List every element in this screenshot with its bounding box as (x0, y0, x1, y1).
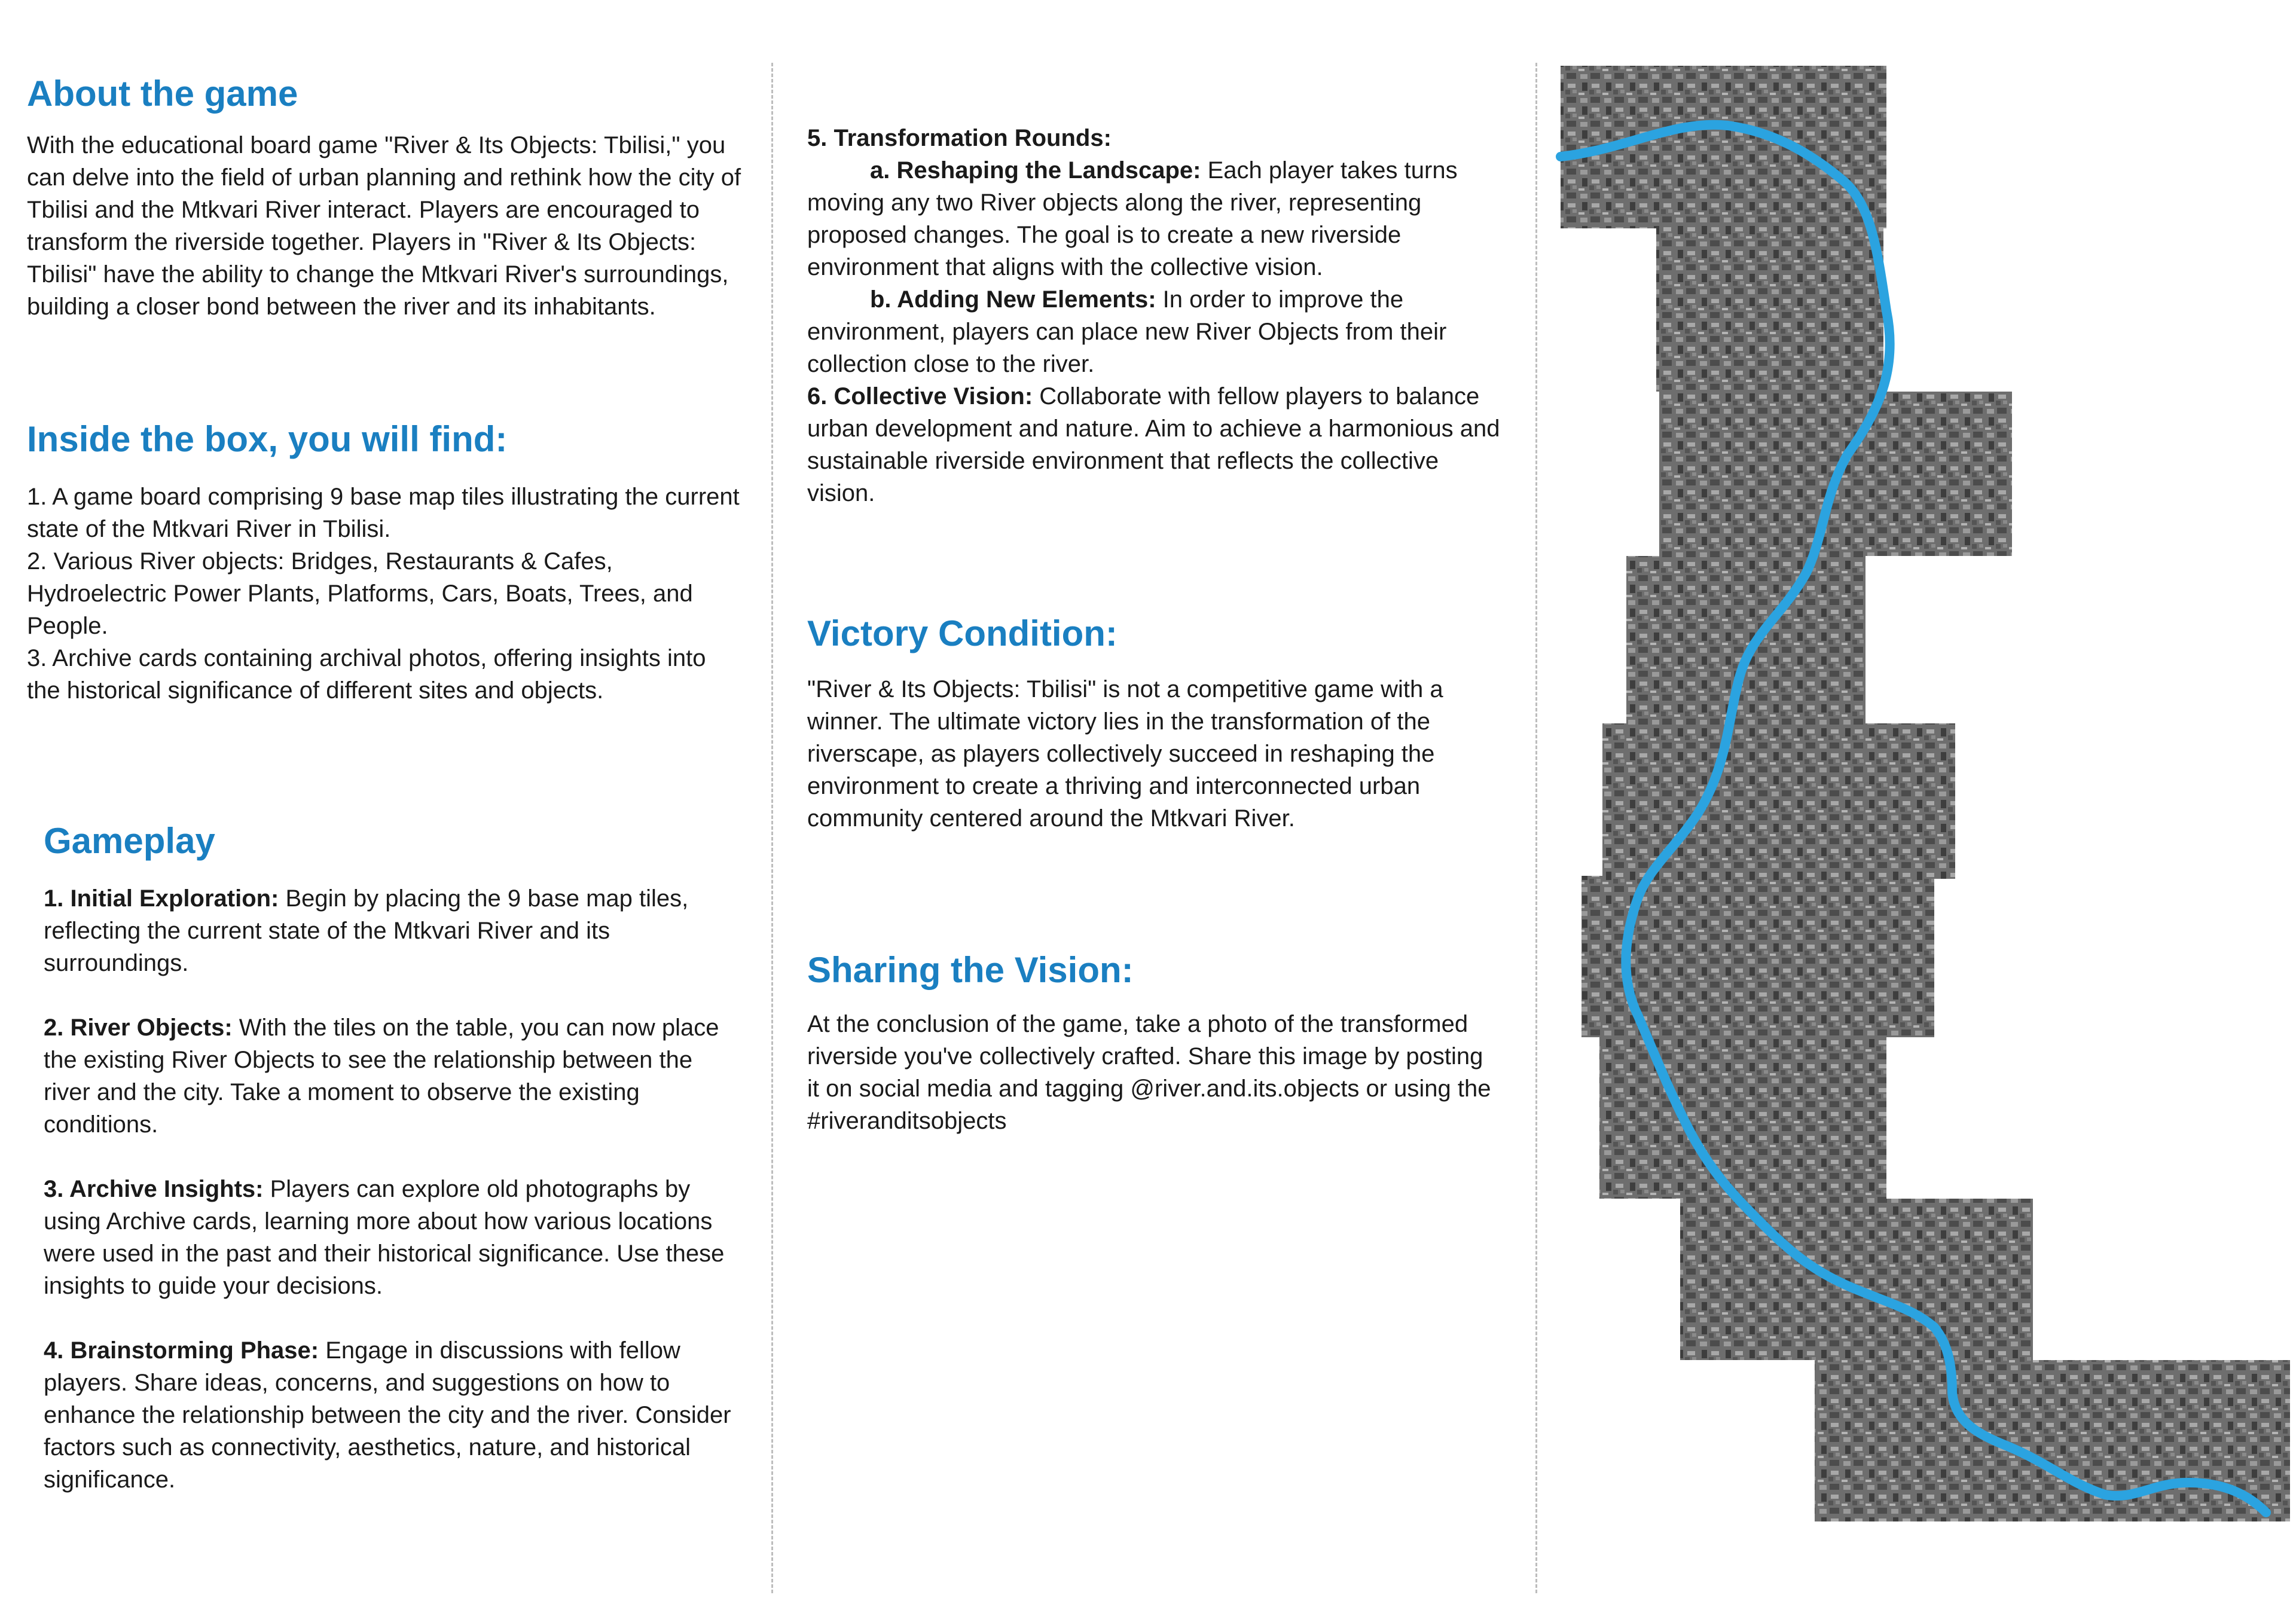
sharing-title: Sharing the Vision: (807, 950, 1134, 990)
about-title: About the game (27, 74, 298, 114)
step-3-label: 3. Archive Insights: (44, 1176, 264, 1202)
about-body (27, 129, 744, 323)
round-six-text: Collaborate with fellow players to balance urban development and nature. Aim to achieve a harmonious and sustainable riverside environment that reflects the collective vision. (807, 383, 1500, 506)
river-map (1555, 0, 2296, 1598)
round-b-text: In order to improve the environment, players can place new River Objects from their collection close to the river. (807, 286, 1447, 377)
step-4-text: Engage in discussions with fellow players. Share ideas, concerns, and suggestions on how to enhance the relationship between the city and the river. Consider factors such as connectivity, aesthetics, nature, and historical significance. (44, 1337, 731, 1493)
round-a (807, 154, 1501, 283)
inside-item-1: 1. A game board comprising 9 base map tiles illustrating the current state of the Mtkvari River in Tbilisi. (27, 484, 740, 542)
gameplay-steps (44, 882, 744, 1496)
step-2-label: 2. River Objects: (44, 1015, 233, 1041)
victory-text: "River & Its Objects: Tbilisi" is not a competitive game with a winner. The ultimate victory lies in the transformation of the riverscape, as players collectively succeed in reshaping the environment to create a thriving and interconnected urban community centered around the Mtkvari River. (807, 676, 1443, 832)
round-six-label: 6. Collective Vision: (807, 383, 1033, 410)
column-divider-2 (1535, 63, 1537, 1593)
round-a-label: a. Reshaping the Landscape: (870, 157, 1201, 184)
inside-item-2: 2. Various River objects: Bridges, Restaurants & Cafes, Hydroelectric Power Plants, Platforms, Cars, Boats, Trees, and People. (27, 548, 693, 639)
round-six (807, 380, 1501, 509)
column-divider-1 (771, 63, 773, 1593)
round-a-text: Each player takes turns moving any two River objects along the river, representing proposed changes. The goal is to create a new riverside environment that aligns with the collective vision. (807, 157, 1458, 280)
step-1-text: Begin by placing the 9 base map tiles, reflecting the current state of the Mtkvari River and its surroundings. (44, 885, 689, 976)
victory-body (807, 673, 1501, 835)
step-1-label: 1. Initial Exploration: (44, 885, 279, 912)
inside-item-3: 3. Archive cards containing archival photos, offering insights into the historical significance of different sites and objects. (27, 645, 706, 704)
gameplay-step-4 (44, 1334, 744, 1496)
gameplay-step-2 (44, 1012, 744, 1141)
rounds-block (807, 122, 1501, 509)
gameplay-step-1 (44, 882, 744, 979)
victory-title: Victory Condition: (807, 613, 1118, 653)
gameplay-title: Gameplay (44, 821, 215, 861)
rounds-title (807, 122, 1501, 154)
sharing-body (807, 1008, 1501, 1137)
satellite-map-image (1555, 0, 2296, 1598)
map-tiles (1561, 66, 2290, 1521)
inside-list (27, 481, 744, 707)
round-b-label: b. Adding New Elements: (870, 286, 1156, 313)
inside-title: Inside the box, you will find: (27, 419, 508, 459)
step-4-label: 4. Brainstorming Phase: (44, 1337, 319, 1364)
about-text: With the educational board game "River & Its Objects: Tbilisi," you can delve into the field of urban planning and rethink how the city of Tbilisi and the Mtkvari River interact. Players are encouraged to transform the riverside together. Players in "River & Its Objects: Tbilisi" have the ability to change the Mtkvari River's surroundings, building a closer bond between the river and its inhabitants. (27, 132, 741, 320)
round-b (807, 283, 1501, 380)
step-3-text: Players can explore old photographs by using Archive cards, learning more about how various locations were used in the past and their historical significance. Use these insights to guide your decisions. (44, 1176, 725, 1299)
step-2-text: With the tiles on the table, you can now place the existing River Objects to see the relationship between the river and the city. Take a moment to observe the existing conditions. (44, 1015, 719, 1138)
gameplay-step-3 (44, 1173, 744, 1302)
sharing-text: At the conclusion of the game, take a photo of the transformed riverside you've collectively crafted. Share this image by posting it on social media and tagging @river.and.its.objects or using the #riveranditsobjects (807, 1011, 1491, 1134)
rounds-title-text: 5. Transformation Rounds: (807, 125, 1112, 151)
